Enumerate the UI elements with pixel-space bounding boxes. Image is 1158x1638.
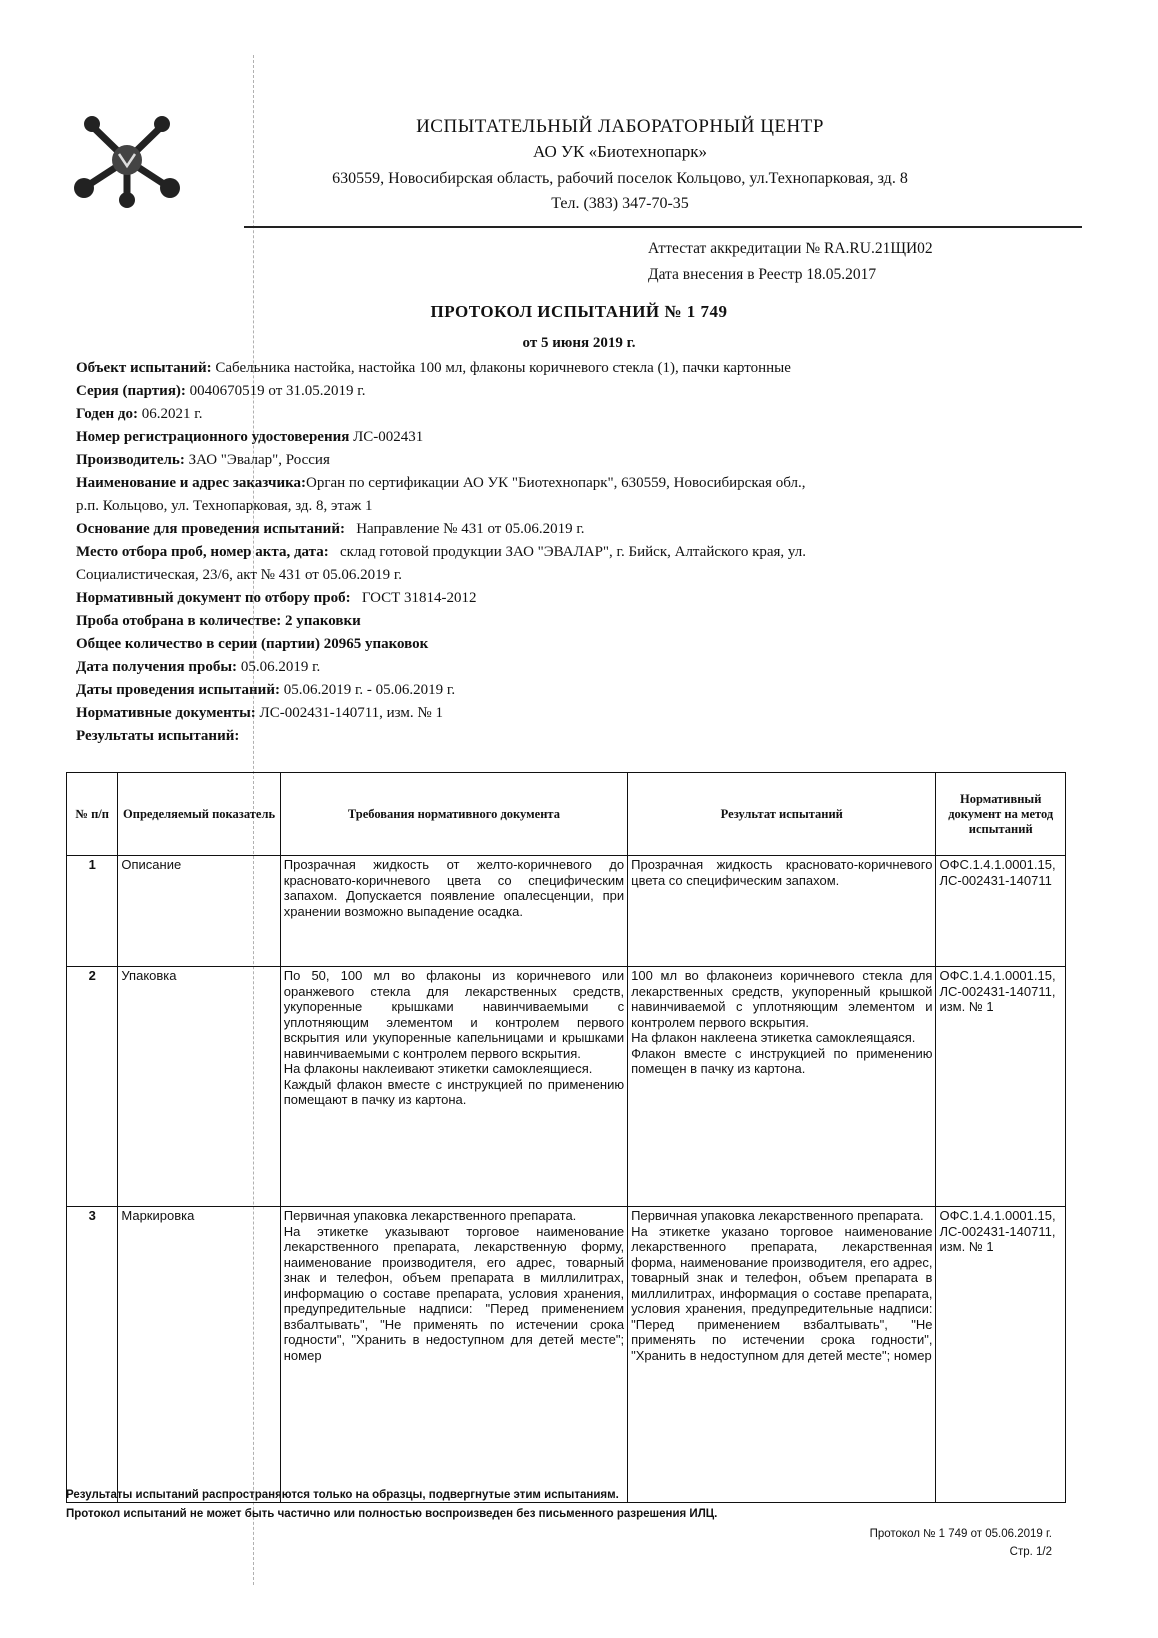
results-table [66, 772, 1066, 1503]
row-result [628, 967, 936, 1207]
col-requirements: Требования нормативного документа [280, 773, 627, 856]
info-test-dates: Даты проведения испытаний: 05.06.2019 г. - 05.06.2019 г. [76, 682, 456, 698]
info-object: Объект испытаний: Сабельника настойка, настойка 100 мл, флаконы коричневого стекла (1), пачки картонные [76, 360, 791, 376]
company-name: АО УК «Биотехнопарк» [533, 142, 707, 161]
info-basis: Основание для проведения испытаний: Направление № 431 от 05.06.2019 г. [76, 521, 585, 537]
requirements-part: На флаконы наклеивают этикетки самоклеящиеся. [283, 1061, 593, 1076]
info-block [76, 357, 1086, 748]
result-part: На флакон наклеена этикетка самоклеящаяся. [631, 1030, 916, 1045]
molecule-logo-icon [72, 108, 182, 208]
result-part: 100 мл во флаконеиз коричневого стекла для лекарственных средств, укупоренный крышкой навинчиваемой с уплотняющим элементом и контролем первого вскрытия. [631, 968, 933, 1030]
info-total: Общее количество в серии (партии) 20965 упаковок [76, 636, 429, 652]
result-part: Флакон вместе с инструкцией по применению помещен в пачку из картона. [631, 1045, 933, 1076]
footer-protocol-ref: Протокол № 1 749 от 05.06.2019 г. [869, 1528, 1052, 1540]
requirements-part: Первичная упаковка лекарственного препарата. [283, 1208, 577, 1223]
col-method: Нормативный документ на метод испытаний [936, 773, 1066, 856]
registry-date: Дата внесения в Реестр 18.05.2017 [648, 266, 877, 283]
row-requirements: Прозрачная жидкость от желто-коричневого до красновато-коричневого цвета со специфическим запахом. Допускается появление опалесценции, при хранении возможно выпадение осадка. [280, 856, 627, 967]
requirements-part: На этикетке указывают торговое наименование лекарственного препарата, лекарственную форму, наименование производителя, его адрес, товарный знак и телефон, объем препарата в миллилитрах, информацию о составе препарата, условия хранения, предупредительные надписи: "Перед применением взбалтывать", "Не применять по истечении срока годности", "Хранить в недоступном для детей месте"; номер [283, 1223, 625, 1363]
info-series: Серия (партия): 0040670519 от 31.05.2019 г. [76, 383, 366, 399]
col-indicator: Определяемый показатель [118, 773, 280, 856]
requirements-part: Каждый флакон вместе с инструкцией по применению помещают в пачку из картона. [283, 1076, 625, 1107]
col-result: Результат испытаний [628, 773, 936, 856]
row-indicator: Описание [118, 856, 280, 967]
row-num: 3 [67, 1207, 118, 1503]
col-num: № п/п [67, 773, 118, 856]
table-row [67, 856, 1066, 967]
company-phone: Тел. (383) 347-70-35 [551, 195, 689, 212]
accreditation-number: Аттестат аккредитации № RA.RU.21ЩИ02 [648, 240, 933, 257]
header-divider [244, 226, 1082, 228]
protocol-date: от 5 июня 2019 г. [522, 335, 636, 351]
info-received: Дата получения пробы: 05.06.2019 г. [76, 659, 321, 675]
info-sampling-cont: Социалистическая, 23/6, акт № 431 от 05.06.2019 г. [76, 567, 403, 583]
info-manufacturer: Производитель: ЗАО "Эвалар", Россия [76, 452, 330, 468]
info-norm-docs: Нормативные документы: ЛС-002431-140711, изм. № 1 [76, 705, 443, 721]
result-part: Первичная упаковка лекарственного препарата. [631, 1208, 924, 1223]
row-requirements [280, 1207, 627, 1503]
footer-page-number: Стр. 1/2 [1009, 1546, 1052, 1558]
row-indicator: Упаковка [118, 967, 280, 1207]
row-indicator: Маркировка [118, 1207, 280, 1503]
row-result [628, 1207, 936, 1503]
table-header-row [67, 773, 1066, 856]
row-method: ОФС.1.4.1.0001.15, ЛС-002431-140711 [936, 856, 1066, 967]
result-part: На этикетке указано торговое наименование лекарственного препарата, лекарственная форма, наименование производителя, его адрес, товарный знак и телефон, объем препарата в миллилитрах, информация о составе препарата, условия хранения, предупредительные надписи: "Перед применением взбалтывать", "Не применять по истечении срока годности", "Хранить в недоступном для детей месте"; номер [631, 1223, 933, 1363]
row-requirements [280, 967, 627, 1207]
footer-note-copy: Протокол испытаний не может быть частично или полностью воспроизведен без письменного разрешения ИЛЦ. [66, 1508, 718, 1520]
row-num: 2 [67, 967, 118, 1207]
info-customer-cont: р.п. Кольцово, ул. Технопарковая, зд. 8, этаж 1 [76, 498, 373, 514]
info-customer: Наименование и адрес заказчика:Орган по сертификации АО УК "Биотехнопарк", 630559, Новосибирская обл., [76, 475, 806, 491]
footer-note-scope: Результаты испытаний распространяются только на образцы, подвергнутые этим испытаниям. [66, 1489, 619, 1501]
lab-name: ИСПЫТАТЕЛЬНЫЙ ЛАБОРАТОРНЫЙ ЦЕНТР [416, 116, 824, 137]
table-row [67, 967, 1066, 1207]
row-result: Прозрачная жидкость красновато-коричневого цвета со специфическим запахом. [628, 856, 936, 967]
company-address: 630559, Новосибирская область, рабочий поселок Кольцово, ул.Технопарковая, зд. 8 [332, 170, 908, 187]
info-expiry: Годен до: 06.2021 г. [76, 406, 203, 422]
row-num: 1 [67, 856, 118, 967]
info-quantity: Проба отобрана в количестве: 2 упаковки [76, 613, 361, 629]
info-results-label: Результаты испытаний: [76, 728, 240, 744]
info-sampling: Место отбора проб, номер акта, дата: склад готовой продукции ЗАО "ЭВАЛАР", г. Бийск, Алтайского края, ул. [76, 544, 806, 560]
table-row [67, 1207, 1066, 1503]
row-method: ОФС.1.4.1.0001.15, ЛС-002431-140711, изм. № 1 [936, 1207, 1066, 1503]
info-registration: Номер регистрационного удостоверения ЛС-002431 [76, 429, 424, 445]
info-sampling-doc: Нормативный документ по отбору проб: ГОСТ 31814-2012 [76, 590, 477, 606]
row-method: ОФС.1.4.1.0001.15, ЛС-002431-140711, изм. № 1 [936, 967, 1066, 1207]
protocol-title: ПРОТОКОЛ ИСПЫТАНИЙ № 1 749 [430, 302, 728, 321]
requirements-part: По 50, 100 мл во флаконы из коричневого или оранжевого стекла для лекарственных средств, укупоренные крышками навинчиваемыми с уплотняющим элементом и контролем первого вскрытия или укупоренные капельницами и крышками навинчиваемыми с контролем первого вскрытия. [283, 968, 625, 1061]
